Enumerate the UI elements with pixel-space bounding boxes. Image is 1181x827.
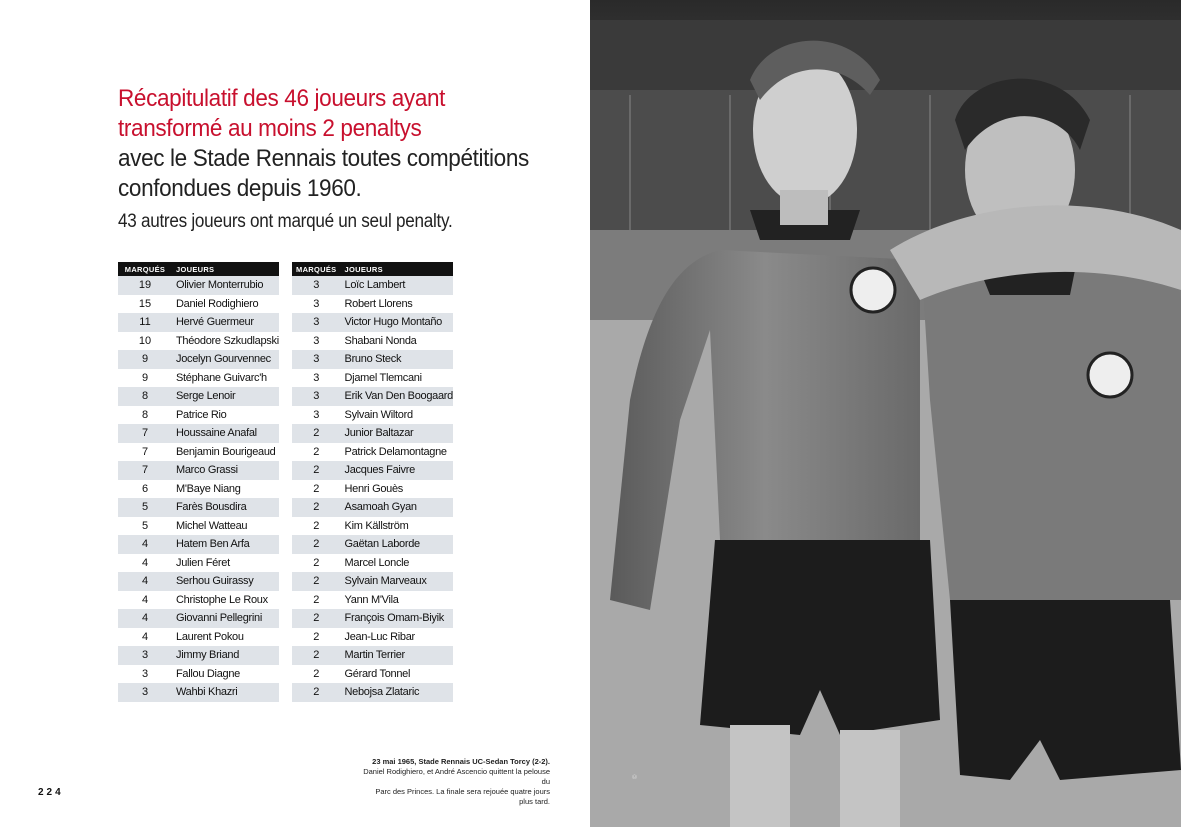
penalties-scored: 19 bbox=[118, 276, 172, 295]
player-name: Houssaine Anafal bbox=[172, 424, 279, 443]
table-row bbox=[292, 332, 453, 351]
photo-illustration bbox=[590, 0, 1181, 827]
penalty-table-left bbox=[118, 262, 279, 702]
player-name: Michel Watteau bbox=[172, 517, 279, 536]
penalties-scored: 7 bbox=[118, 443, 172, 462]
table-row bbox=[118, 461, 279, 480]
penalties-scored: 15 bbox=[118, 295, 172, 314]
title-line-4: confondues depuis 1960. bbox=[118, 175, 362, 202]
player-name: Loïc Lambert bbox=[341, 276, 453, 295]
penalties-scored: 2 bbox=[292, 443, 341, 462]
header-scored: MARQUÉS bbox=[118, 262, 172, 276]
player-name: Robert Llorens bbox=[341, 295, 453, 314]
table-row bbox=[118, 609, 279, 628]
table-row bbox=[292, 665, 453, 684]
penalties-scored: 10 bbox=[118, 332, 172, 351]
penalties-scored: 3 bbox=[292, 350, 341, 369]
player-name: Benjamin Bourigeaud bbox=[172, 443, 279, 462]
player-name: Olivier Monterrubio bbox=[172, 276, 279, 295]
table-row bbox=[292, 406, 453, 425]
player-name: Djamel Tlemcani bbox=[341, 369, 453, 388]
table-header bbox=[292, 262, 453, 276]
title-block bbox=[118, 84, 558, 234]
player-name: Shabani Nonda bbox=[341, 332, 453, 351]
header-scored: MARQUÉS bbox=[292, 262, 341, 276]
table-row bbox=[292, 683, 453, 702]
table-row bbox=[292, 461, 453, 480]
table-row bbox=[292, 498, 453, 517]
penalties-scored: 3 bbox=[118, 646, 172, 665]
table-row bbox=[118, 424, 279, 443]
table-row bbox=[118, 480, 279, 499]
player-name: Marcel Loncle bbox=[341, 554, 453, 573]
player-name: Serhou Guirassy bbox=[172, 572, 279, 591]
player-name: Nebojsa Zlataric bbox=[341, 683, 453, 702]
player-name: Farès Bousdira bbox=[172, 498, 279, 517]
penalties-scored: 2 bbox=[292, 609, 341, 628]
caption-line-2: Parc des Princes. La finale sera rejouée quatre jours plus tard. bbox=[375, 787, 550, 806]
penalties-scored: 8 bbox=[118, 406, 172, 425]
penalties-scored: 4 bbox=[118, 591, 172, 610]
table-row bbox=[292, 609, 453, 628]
table-row bbox=[118, 628, 279, 647]
table-row bbox=[292, 276, 453, 295]
penalties-scored: 9 bbox=[118, 350, 172, 369]
penalties-scored: 7 bbox=[118, 461, 172, 480]
player-name: Hatem Ben Arfa bbox=[172, 535, 279, 554]
player-name: Jean-Luc Ribar bbox=[341, 628, 453, 647]
player-name: Sylvain Wiltord bbox=[341, 406, 453, 425]
player-name: Patrice Rio bbox=[172, 406, 279, 425]
title-line-1: Récapitulatif des 46 joueurs ayant bbox=[118, 85, 446, 112]
table-row bbox=[292, 424, 453, 443]
table-row bbox=[292, 480, 453, 499]
player-name: Yann M'Vila bbox=[341, 591, 453, 610]
penalties-scored: 3 bbox=[292, 406, 341, 425]
subtitle: 43 autres joueurs ont marqué un seul penalty. bbox=[118, 211, 453, 232]
table-row bbox=[118, 535, 279, 554]
player-name: Hervé Guermeur bbox=[172, 313, 279, 332]
table-row bbox=[118, 591, 279, 610]
penalties-scored: 2 bbox=[292, 683, 341, 702]
table-row bbox=[292, 443, 453, 462]
title-line-3: avec le Stade Rennais toutes compétitions bbox=[118, 145, 529, 172]
penalties-scored: 4 bbox=[118, 535, 172, 554]
table-body-left bbox=[118, 276, 279, 702]
photo-caption bbox=[360, 757, 550, 807]
player-name: Théodore Szkudlapski bbox=[172, 332, 279, 351]
penalties-scored: 9 bbox=[118, 369, 172, 388]
player-name: Jacques Faivre bbox=[341, 461, 453, 480]
table-row bbox=[118, 406, 279, 425]
table-row bbox=[118, 646, 279, 665]
penalties-scored: 2 bbox=[292, 517, 341, 536]
penalties-scored: 8 bbox=[118, 387, 172, 406]
player-name: Martin Terrier bbox=[341, 646, 453, 665]
table-header bbox=[118, 262, 279, 276]
player-name: Serge Lenoir bbox=[172, 387, 279, 406]
table-row bbox=[118, 572, 279, 591]
player-name: Kim Källström bbox=[341, 517, 453, 536]
table-row bbox=[118, 498, 279, 517]
title-line-2: transformé au moins 2 penaltys bbox=[118, 115, 422, 142]
player-name: Asamoah Gyan bbox=[341, 498, 453, 517]
player-name: Christophe Le Roux bbox=[172, 591, 279, 610]
table-row bbox=[118, 387, 279, 406]
table-row bbox=[118, 276, 279, 295]
player-name: Laurent Pokou bbox=[172, 628, 279, 647]
penalties-scored: 5 bbox=[118, 517, 172, 536]
player-name: Sylvain Marveaux bbox=[341, 572, 453, 591]
table-row bbox=[292, 572, 453, 591]
penalty-table-right bbox=[292, 262, 453, 702]
penalties-scored: 5 bbox=[118, 498, 172, 517]
photo-two-players bbox=[590, 0, 1181, 827]
player-name: Julien Féret bbox=[172, 554, 279, 573]
player-name: Gaëtan Laborde bbox=[341, 535, 453, 554]
penalties-scored: 2 bbox=[292, 461, 341, 480]
penalties-scored: 2 bbox=[292, 572, 341, 591]
player-name: Gérard Tonnel bbox=[341, 665, 453, 684]
player-name: Victor Hugo Montaño bbox=[341, 313, 453, 332]
penalties-scored: 3 bbox=[292, 387, 341, 406]
table-row bbox=[292, 535, 453, 554]
penalties-scored: 4 bbox=[118, 554, 172, 573]
player-name: Erik Van Den Boogaard bbox=[341, 387, 453, 406]
table-row bbox=[292, 387, 453, 406]
table-row bbox=[118, 517, 279, 536]
penalties-scored: 2 bbox=[292, 646, 341, 665]
left-page bbox=[0, 0, 590, 827]
penalties-scored: 2 bbox=[292, 628, 341, 647]
photo-credit: © bbox=[633, 774, 639, 779]
table-row bbox=[292, 313, 453, 332]
table-row bbox=[292, 517, 453, 536]
penalties-scored: 3 bbox=[292, 369, 341, 388]
table-row bbox=[118, 665, 279, 684]
header-players: JOUEURS bbox=[341, 262, 453, 276]
table-row bbox=[118, 369, 279, 388]
penalties-scored: 2 bbox=[292, 424, 341, 443]
penalties-scored: 7 bbox=[118, 424, 172, 443]
caption-title: 23 mai 1965, Stade Rennais UC-Sedan Torcy (2-2). bbox=[372, 757, 550, 766]
table-row bbox=[292, 295, 453, 314]
table-row bbox=[118, 554, 279, 573]
player-name: Jimmy Briand bbox=[172, 646, 279, 665]
penalties-scored: 11 bbox=[118, 313, 172, 332]
player-name: Fallou Diagne bbox=[172, 665, 279, 684]
table-row bbox=[118, 443, 279, 462]
player-name: Bruno Steck bbox=[341, 350, 453, 369]
penalties-scored: 3 bbox=[118, 665, 172, 684]
player-name: Giovanni Pellegrini bbox=[172, 609, 279, 628]
penalties-scored: 2 bbox=[292, 480, 341, 499]
penalties-scored: 2 bbox=[292, 665, 341, 684]
player-name: Daniel Rodighiero bbox=[172, 295, 279, 314]
table-row bbox=[118, 350, 279, 369]
table-row bbox=[118, 295, 279, 314]
page-number: 224 bbox=[38, 787, 64, 798]
player-name: Stéphane Guivarc'h bbox=[172, 369, 279, 388]
penalties-scored: 3 bbox=[118, 683, 172, 702]
caption-line-1: Daniel Rodighiero, et André Ascencio quittent la pelouse du bbox=[363, 767, 550, 786]
player-name: Jocelyn Gourvennec bbox=[172, 350, 279, 369]
penalties-scored: 4 bbox=[118, 609, 172, 628]
penalties-scored: 3 bbox=[292, 313, 341, 332]
player-name: Henri Gouès bbox=[341, 480, 453, 499]
table-body-right bbox=[292, 276, 453, 702]
player-name: Marco Grassi bbox=[172, 461, 279, 480]
penalties-scored: 4 bbox=[118, 572, 172, 591]
penalties-scored: 3 bbox=[292, 295, 341, 314]
player-name: Wahbi Khazri bbox=[172, 683, 279, 702]
penalties-scored: 2 bbox=[292, 591, 341, 610]
penalties-scored: 2 bbox=[292, 498, 341, 517]
table-row bbox=[292, 554, 453, 573]
table-row bbox=[118, 332, 279, 351]
penalties-scored: 3 bbox=[292, 276, 341, 295]
penalties-scored: 2 bbox=[292, 535, 341, 554]
table-row bbox=[118, 683, 279, 702]
table-row bbox=[292, 628, 453, 647]
table-row bbox=[292, 369, 453, 388]
penalties-scored: 4 bbox=[118, 628, 172, 647]
player-name: François Omam-Biyik bbox=[341, 609, 453, 628]
table-row bbox=[118, 313, 279, 332]
table-row bbox=[292, 646, 453, 665]
penalties-scored: 2 bbox=[292, 554, 341, 573]
player-name: Junior Baltazar bbox=[341, 424, 453, 443]
table-row bbox=[292, 350, 453, 369]
penalties-scored: 3 bbox=[292, 332, 341, 351]
header-players: JOUEURS bbox=[172, 262, 279, 276]
penalties-scored: 6 bbox=[118, 480, 172, 499]
table-row bbox=[292, 591, 453, 610]
player-name: Patrick Delamontagne bbox=[341, 443, 453, 462]
player-name: M'Baye Niang bbox=[172, 480, 279, 499]
